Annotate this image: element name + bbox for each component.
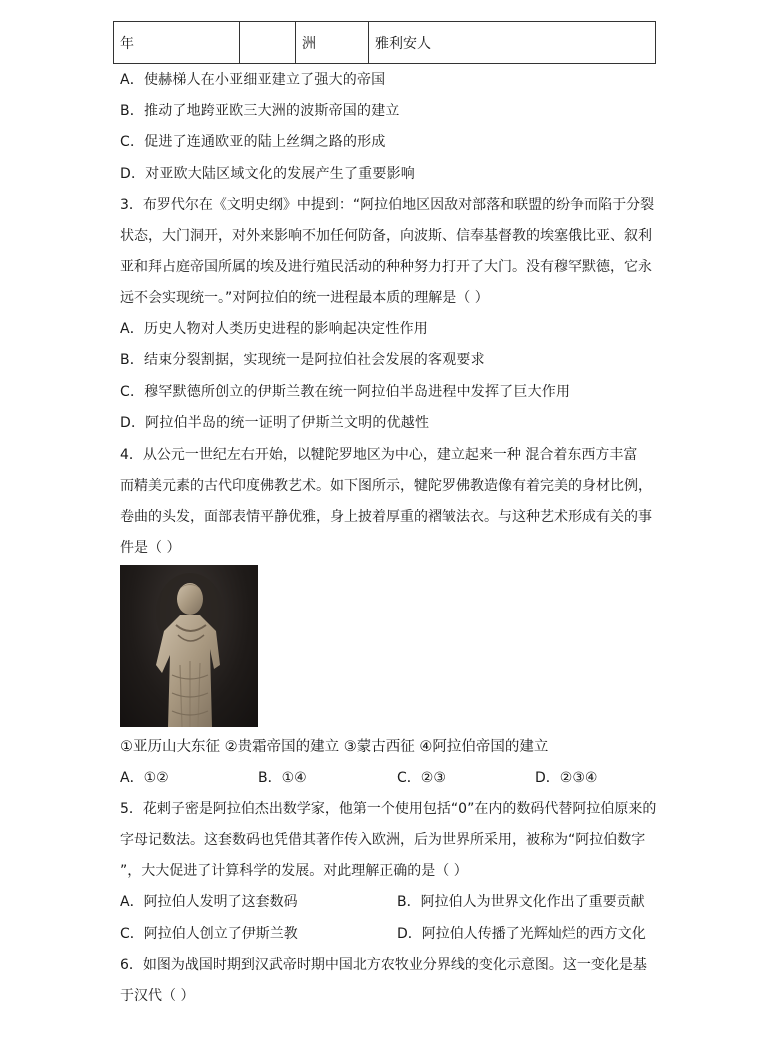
q4-stem-line: 件是（ ）	[120, 540, 181, 556]
q5-option-a: A．阿拉伯人发明了这套数码	[120, 894, 298, 910]
q4-option-d: D．②③④	[535, 770, 598, 786]
q4-stem-line: 而精美元素的古代印度佛教艺术。如下图所示，犍陀罗佛教造像有着完美的身材比例，	[120, 478, 652, 494]
q4-option-c: C．②③	[397, 770, 446, 786]
q2-option-d: D．对亚欧大陆区域文化的发展产生了重要影响	[120, 166, 415, 182]
q6-stem-line: 于汉代（ ）	[120, 988, 195, 1004]
q2-option-c: C．促进了连通欧亚的陆上丝绸之路的形成	[120, 134, 386, 150]
q3-option-d: D．阿拉伯半岛的统一证明了伊斯兰文明的优越性	[120, 415, 430, 431]
q5-option-c: C．阿拉伯人创立了伊斯兰教	[120, 926, 298, 942]
table-cell: 洲	[296, 22, 369, 64]
q4-stem-line: 4．从公元一世纪左右开始，以犍陀罗地区为中心，建立起来一种 混合着东西方丰富	[120, 447, 638, 463]
continued-table	[113, 21, 656, 64]
q3-option-b: B．结束分裂割据，实现统一是阿拉伯社会发展的客观要求	[120, 352, 485, 368]
q4-option-a: A．①②	[120, 770, 169, 786]
q3-stem-line: 亚和拜占庭帝国所属的埃及进行殖民活动的种种努力打开了大门。没有穆罕默德，它永	[120, 259, 652, 275]
q3-option-a: A．历史人物对人类历史进程的影响起决定性作用	[120, 321, 428, 337]
gandhara-statue-image	[120, 565, 258, 727]
q4-items: ①亚历山大东征 ②贵霜帝国的建立 ③蒙古西征 ④阿拉伯帝国的建立	[120, 739, 549, 755]
q5-stem-line: 字母记数法。这套数码也凭借其著作传入欧洲，后为世界所采用，被称为“阿拉伯数字	[120, 832, 646, 848]
q2-option-b: B．推动了地跨亚欧三大洲的波斯帝国的建立	[120, 103, 400, 119]
table-cell: 年	[114, 22, 240, 64]
q5-stem-line: 5．花剌子密是阿拉伯杰出数学家，他第一个使用包括“0”在内的数码代替阿拉伯原来的	[120, 801, 657, 817]
table-row	[114, 22, 656, 64]
table-cell: 雅利安人	[369, 22, 656, 64]
table-cell	[240, 22, 296, 64]
q3-stem-line: 3．布罗代尔在《文明史纲》中提到：“阿拉伯地区因敌对部落和联盟的纷争而陷于分裂	[120, 197, 655, 213]
q4-option-b: B．①④	[258, 770, 307, 786]
buddha-statue-icon	[120, 565, 258, 727]
q5-stem-line: ”，大大促进了计算科学的发展。对此理解正确的是（ ）	[120, 863, 468, 879]
q4-stem-line: 卷曲的头发，面部表情平静优雅，身上披着厚重的褶皱法衣。与这种艺术形成有关的事	[120, 509, 652, 525]
q3-stem-line: 远不会实现统一。”对阿拉伯的统一进程最本质的理解是（ ）	[120, 290, 489, 306]
q5-option-d: D．阿拉伯人传播了光辉灿烂的西方文化	[397, 926, 646, 942]
q6-stem-line: 6．如图为战国时期到汉武帝时期中国北方农牧业分界线的变化示意图。这一变化是基	[120, 957, 647, 973]
q5-option-b: B．阿拉伯人为世界文化作出了重要贡献	[397, 894, 645, 910]
q3-option-c: C．穆罕默德所创立的伊斯兰教在统一阿拉伯半岛进程中发挥了巨大作用	[120, 384, 571, 400]
q2-option-a: A．使赫梯人在小亚细亚建立了强大的帝国	[120, 72, 386, 88]
q3-stem-line: 状态，大门洞开，对外来影响不加任何防备，向波斯、信奉基督教的埃塞俄比亚、叙利	[120, 228, 652, 244]
